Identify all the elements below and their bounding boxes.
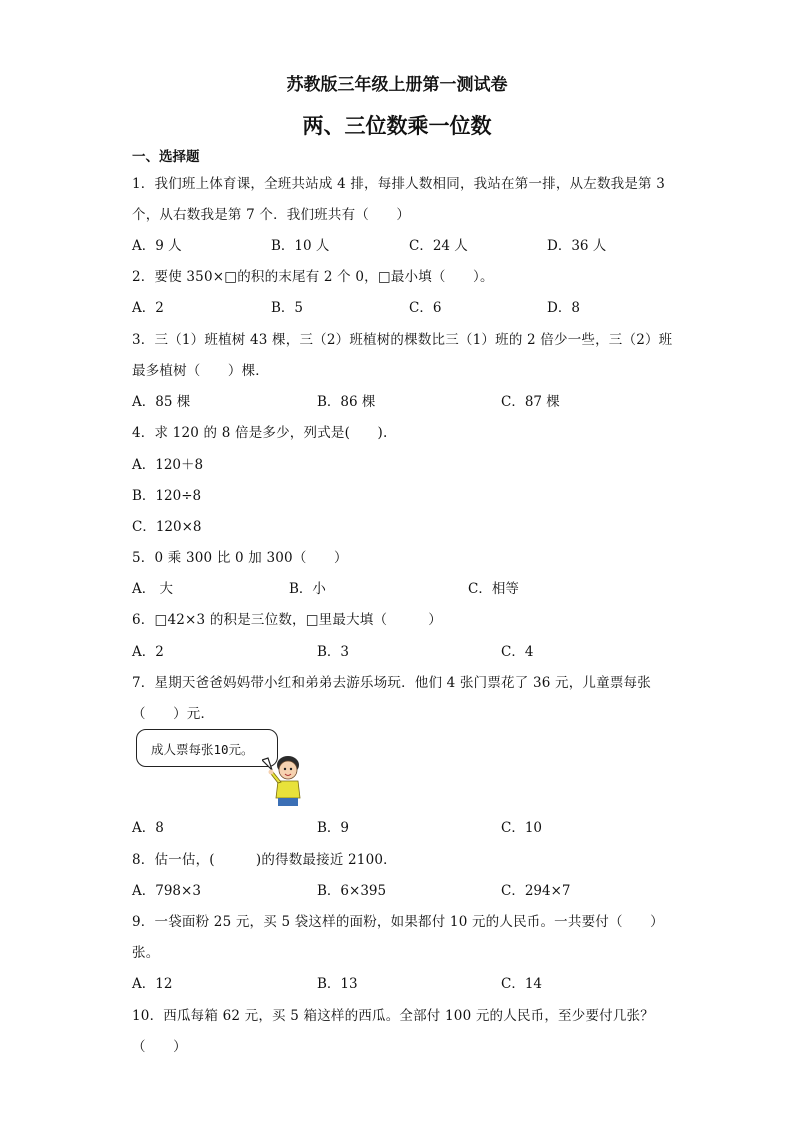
question-4-option-a: A．120＋8 bbox=[132, 457, 204, 473]
question-8-option-a: A．798×3 bbox=[132, 883, 201, 899]
question-8-option-b: B．6×395 bbox=[317, 883, 387, 899]
question-8-option-c: C．294×7 bbox=[501, 883, 571, 899]
speech-bubble bbox=[136, 729, 278, 767]
question-9-line-2: 张。 bbox=[132, 945, 160, 961]
question-7-line-2: （ ）元． bbox=[132, 706, 215, 722]
speech-bubble-text: 成人票每张10元。 bbox=[151, 742, 254, 757]
question-1-option-b: B．10 人 bbox=[271, 238, 330, 254]
question-5-option-a: A． 大 bbox=[132, 581, 174, 597]
question-3-line-2: 最多植树（ ）棵． bbox=[132, 363, 269, 379]
question-9-option-a: A．12 bbox=[132, 976, 173, 992]
question-9-line-1: 9．一袋面粉 25 元，买 5 袋这样的面粉，如果都付 10 元的人民币。一共要付（ ） bbox=[132, 914, 664, 930]
question-4-option-c: C．120×8 bbox=[132, 519, 202, 535]
question-5-option-b: B．小 bbox=[289, 581, 326, 597]
question-3-option-a: A．85 棵 bbox=[132, 394, 191, 410]
question-1-line-2: 个，从右数我是第 7 个．我们班共有（ ） bbox=[132, 207, 411, 223]
question-3-line-1: 3．三（1）班植树 43 棵，三（2）班植树的棵数比三（1）班的 2 倍少一些，三（2）班 bbox=[132, 332, 673, 348]
boy-illustration-icon bbox=[262, 752, 310, 808]
question-4-line-1: 4．求 120 的 8 倍是多少，列式是( ). bbox=[132, 425, 388, 441]
question-7-option-c: C．10 bbox=[501, 820, 543, 836]
section-heading: 一、选择题 bbox=[132, 149, 200, 165]
question-6-line-1: 6．□42×3 的积是三位数，□里最大填（ ） bbox=[132, 612, 442, 628]
document-subtitle: 两、三位数乘一位数 bbox=[302, 113, 492, 138]
question-8-line-1: 8．估一估，( )的得数最接近 2100． bbox=[132, 852, 397, 868]
question-1-option-d: D．36 人 bbox=[547, 238, 607, 254]
question-2-option-a: A．2 bbox=[132, 300, 164, 316]
question-2-option-c: C．6 bbox=[409, 300, 442, 316]
question-1-option-a: A．9 人 bbox=[132, 238, 182, 254]
question-10-line-2: （ ） bbox=[132, 1039, 187, 1055]
question-6-option-a: A．2 bbox=[132, 644, 164, 660]
question-2-option-d: D．8 bbox=[547, 300, 580, 316]
question-7-line-1: 7．星期天爸爸妈妈带小红和弟弟去游乐场玩．他们 4 张门票花了 36 元，儿童票每张 bbox=[132, 675, 651, 691]
question-10-line-1: 10．西瓜每箱 62 元，买 5 箱这样的西瓜。全部付 100 元的人民币，至少要付几张？ bbox=[132, 1008, 654, 1024]
question-6-option-c: C．4 bbox=[501, 644, 534, 660]
question-2-option-b: B．5 bbox=[271, 300, 304, 316]
question-5-option-c: C．相等 bbox=[468, 581, 519, 597]
question-1-option-c: C．24 人 bbox=[409, 238, 468, 254]
question-6-option-b: B．3 bbox=[317, 644, 350, 660]
question-2-line-1: 2．要使 350×□的积的末尾有 2 个 0，□最小填（ ）。 bbox=[132, 269, 494, 285]
question-7-option-b: B．9 bbox=[317, 820, 350, 836]
question-4-option-b: B．120÷8 bbox=[132, 488, 202, 504]
question-3-option-b: B．86 棵 bbox=[317, 394, 376, 410]
question-1-line-1: 1．我们班上体育课，全班共站成 4 排，每排人数相同，我站在第一排，从左数我是第 3 bbox=[132, 176, 666, 192]
question-7-option-a: A．8 bbox=[132, 820, 164, 836]
document-title: 苏教版三年级上册第一测试卷 bbox=[286, 75, 508, 95]
question-9-option-b: B．13 bbox=[317, 976, 358, 992]
question-5-line-1: 5．0 乘 300 比 0 加 300（ ） bbox=[132, 550, 348, 566]
question-3-option-c: C．87 棵 bbox=[501, 394, 560, 410]
question-9-option-c: C．14 bbox=[501, 976, 543, 992]
